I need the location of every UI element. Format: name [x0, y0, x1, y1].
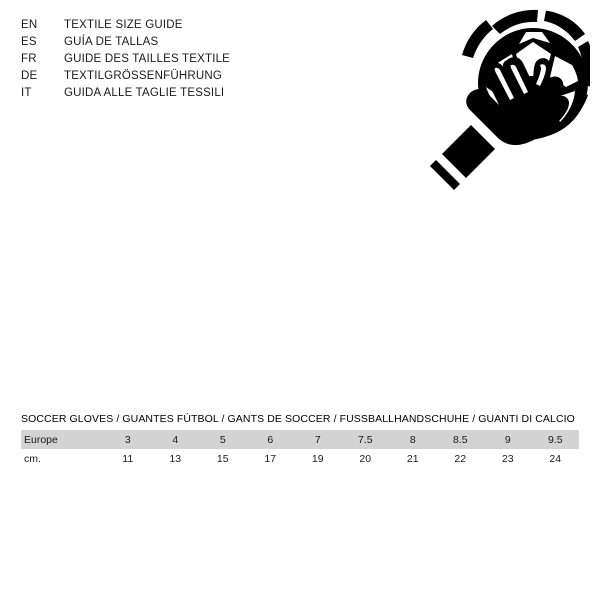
cell-europe-8: 9	[504, 433, 511, 446]
language-title-fr: GUIDE DES TAILLES TEXTILE	[64, 53, 231, 65]
size-table-title: SOCCER GLOVES / GUANTES FÚTBOL / GANTS DE SOCCER / FUSSBALLHANDSCHUHE / GUANTI DI CALCIO	[21, 413, 575, 425]
row-label-cm: cm.	[24, 452, 41, 465]
cell-cm-0: 11	[122, 452, 134, 465]
language-code-es: ES	[21, 36, 37, 48]
soccer-glove-and-ball-illustration	[400, 8, 590, 193]
cell-cm-3: 17	[264, 452, 277, 465]
language-row-en	[21, 17, 351, 34]
language-row-es	[21, 34, 351, 51]
table-row	[21, 430, 579, 449]
language-code-de: DE	[21, 70, 38, 82]
cell-europe-4: 7	[314, 433, 321, 446]
cell-europe-6: 8	[409, 433, 416, 446]
language-row-it	[21, 85, 351, 102]
language-row-de	[21, 68, 351, 85]
cell-europe-2: 5	[219, 433, 226, 446]
language-title-list	[21, 17, 351, 102]
language-code-en: EN	[21, 19, 38, 31]
cell-cm-1: 13	[169, 452, 182, 465]
cell-cm-8: 23	[501, 452, 514, 465]
cell-cm-9: 24	[549, 452, 562, 465]
cell-europe-5: 7.5	[357, 433, 373, 446]
size-table	[21, 430, 579, 468]
cell-europe-1: 4	[172, 433, 179, 446]
row-label-europe: Europe	[24, 433, 58, 446]
language-title-it: GUIDA ALLE TAGLIE TESSILI	[64, 87, 225, 99]
cell-cm-4: 19	[311, 452, 324, 465]
language-code-it: IT	[21, 87, 32, 99]
cell-europe-0: 3	[124, 433, 131, 446]
language-code-fr: FR	[21, 53, 37, 65]
cell-cm-7: 22	[454, 452, 467, 465]
cell-europe-9: 9.5	[547, 433, 563, 446]
cell-cm-2: 15	[216, 452, 229, 465]
language-title-de: TEXTILGRÖSSENFÜHRUNG	[64, 70, 222, 82]
cell-cm-5: 20	[359, 452, 372, 465]
cell-europe-7: 8.5	[452, 433, 468, 446]
table-row	[21, 449, 579, 468]
language-row-fr	[21, 51, 351, 68]
size-table-section	[21, 413, 579, 468]
cell-cm-6: 21	[406, 452, 419, 465]
language-title-es: GUÍA DE TALLAS	[64, 36, 159, 48]
cell-europe-3: 6	[267, 433, 274, 446]
language-title-en: TEXTILE SIZE GUIDE	[64, 19, 183, 31]
